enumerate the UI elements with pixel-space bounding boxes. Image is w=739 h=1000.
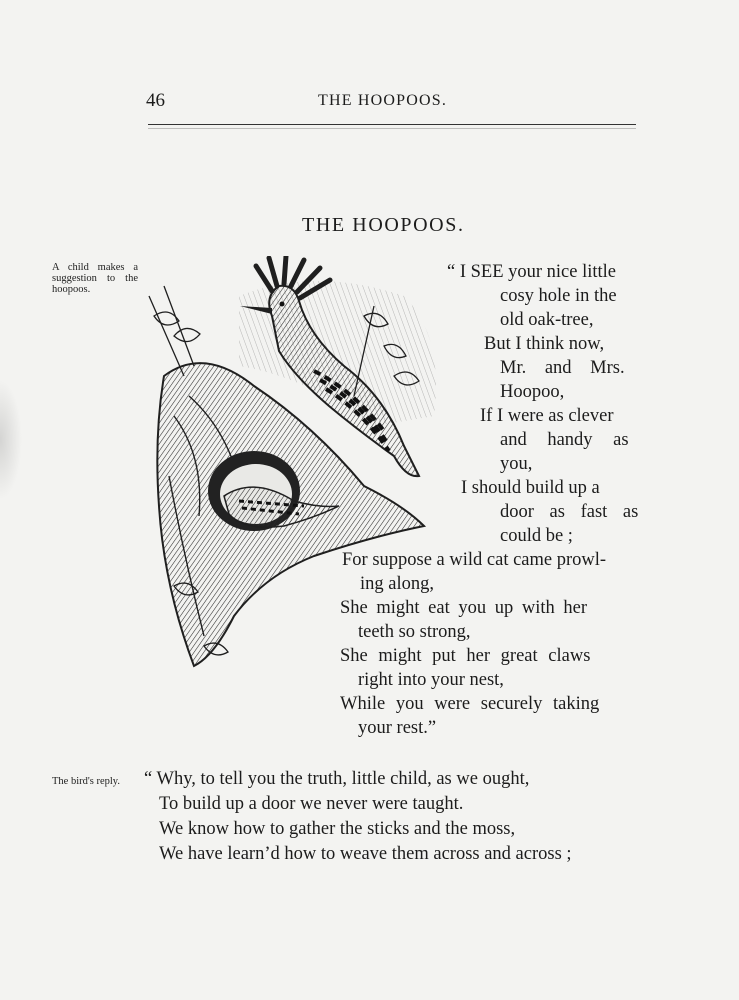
header-rule-faint	[148, 128, 636, 129]
running-title: THE HOOPOOS.	[318, 92, 448, 109]
stanza2-line-1: “ Why, to tell you the truth, little child, as we ought,	[144, 769, 530, 789]
sidenote-reply: The bird's reply.	[52, 776, 120, 787]
stanza1-line-11: door as fast as	[500, 502, 639, 522]
stanza1-line-20: your rest.”	[358, 718, 437, 738]
stanza1-line-4: But I think now,	[484, 334, 605, 354]
stanza2-line-2: To build up a door we never were taught.	[159, 794, 464, 814]
stanza1-line-7: If I were as clever	[480, 406, 614, 426]
stanza1-line-19: While you were securely taking	[340, 694, 600, 714]
stanza2-line-4: We have learn’d how to weave them across and across ;	[159, 844, 572, 864]
stanza1-line-5: Mr. and Mrs.	[500, 358, 625, 378]
stanza1-line-10: I should build up a	[461, 478, 600, 498]
stanza1-line-12: could be ;	[500, 526, 573, 546]
stanza1-line-14: ing along,	[360, 574, 434, 594]
header-rule	[148, 124, 636, 125]
stanza1-line-15: She might eat you up with her	[340, 598, 587, 618]
page-stain	[0, 380, 22, 500]
stanza1-line-1: “ I SEE your nice little	[447, 262, 617, 282]
stanza1-line-6: Hoopoo,	[500, 382, 565, 402]
stanza1-line-18: right into your nest,	[358, 670, 504, 690]
stanza2-line-3: We know how to gather the sticks and the moss,	[159, 819, 516, 839]
sidenote-child: A child makes a suggestion to the hoopoos.	[52, 262, 138, 295]
stanza1-line-3: old oak-tree,	[500, 310, 594, 330]
stanza1-line-13: For suppose a wild cat came prowl-	[342, 550, 607, 570]
poem-title: THE HOOPOOS.	[302, 214, 465, 236]
stanza1-line-8: and handy as	[500, 430, 629, 450]
stanza1-line-17: She might put her great claws	[340, 646, 591, 666]
stanza1-line-2: cosy hole in the	[500, 286, 617, 306]
stanza1-line-16: teeth so strong,	[358, 622, 471, 642]
stanza1-line-9: you,	[500, 454, 533, 474]
page-number: 46	[146, 90, 165, 111]
